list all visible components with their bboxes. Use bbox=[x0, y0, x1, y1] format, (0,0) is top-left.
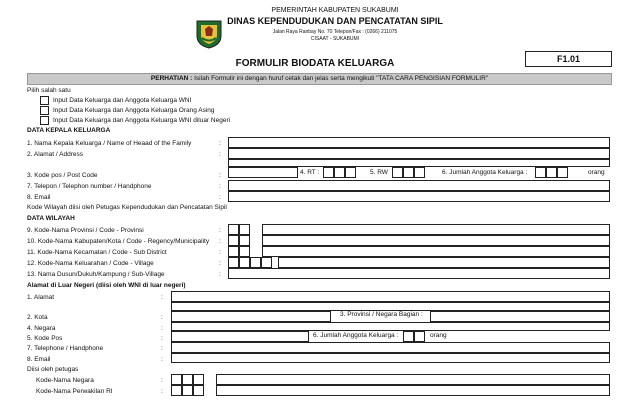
colon: : bbox=[161, 325, 163, 332]
input-luar-kodepos[interactable] bbox=[171, 331, 309, 342]
colon: : bbox=[161, 314, 163, 321]
label-luar-alamat: 1. Alamat bbox=[27, 294, 55, 301]
input-luar-kota[interactable] bbox=[171, 311, 331, 322]
section-wilayah: DATA WILAYAH bbox=[27, 215, 75, 222]
label-luar-email: 8. Email bbox=[27, 356, 51, 363]
input-kode-provinsi-1[interactable] bbox=[228, 224, 239, 235]
choice-label-luar: Input Data Keluarga dan Anggota Keluarga WNI diluar Negeri bbox=[53, 117, 231, 124]
section-luar-negeri: Alamat di Luar Negeri (diisi oleh WNI di luar negeri) bbox=[27, 282, 186, 289]
input-nama-kelurahan[interactable] bbox=[278, 257, 610, 268]
label-alamat: 2. Alamat / Address bbox=[27, 151, 84, 158]
input-kode-kecamatan-1[interactable] bbox=[228, 246, 239, 257]
input-rw-1[interactable] bbox=[392, 167, 403, 178]
header-address: Jalan Raya Ranbay No. 70 Telepon/Fax : (0266) 211075 bbox=[272, 29, 398, 35]
input-kode-kabupaten-2[interactable] bbox=[239, 235, 250, 246]
input-kode-kelurahan-2[interactable] bbox=[239, 257, 250, 268]
input-kode-negara-3[interactable] bbox=[193, 374, 204, 385]
input-luar-email[interactable] bbox=[171, 353, 610, 363]
label-luar-kota: 2. Kota bbox=[27, 314, 48, 321]
label-luar-provinsi: 3. Provinsi / Negara Bagian : bbox=[340, 311, 423, 318]
colon: : bbox=[161, 294, 163, 301]
colon: : bbox=[219, 249, 221, 256]
input-kode-negara-2[interactable] bbox=[182, 374, 193, 385]
input-jumlah-3[interactable] bbox=[557, 167, 568, 178]
input-nama-provinsi[interactable] bbox=[262, 224, 610, 235]
notice-label: PERHATIAN : bbox=[150, 75, 193, 82]
label-kode-negara: Kode-Nama Negara bbox=[36, 377, 94, 384]
input-alamat-3[interactable] bbox=[228, 167, 298, 178]
choice-label-wni: Input Data Keluarga dan Anggota Keluarga WNI bbox=[53, 97, 192, 104]
note-kode-wilayah: Kode Wilayah diisi oleh Petugas Kependudukan dan Pencatatan Sipil bbox=[27, 204, 227, 211]
label-kodepos: 3. Kode pos / Post Code bbox=[27, 172, 98, 179]
label-telepon: 7. Telepon / Telephon number / Handphone bbox=[27, 183, 152, 190]
colon: : bbox=[219, 238, 221, 245]
colon: : bbox=[219, 194, 221, 201]
colon: : bbox=[161, 345, 163, 352]
notice-text: Isilah Formulir ini dengan huruf cetak dan jelas serta mengikuti "TATA CARA PENGISIAN FORMULIR" bbox=[192, 75, 489, 82]
input-luar-provinsi[interactable] bbox=[430, 311, 610, 322]
label-nama: 1. Nama Kepala Keluarga / Name of Heaad of the Family bbox=[27, 140, 192, 147]
header-government: PEMERINTAH KABUPATEN SUKABUMI bbox=[271, 7, 399, 14]
input-jumlah-2[interactable] bbox=[546, 167, 557, 178]
label-kelurahan: 12. Kode-Nama Keluarahan / Code - Village bbox=[27, 260, 154, 267]
choice-label-asing: Input Data Keluarga dan Anggota Keluarga Orang Asing bbox=[53, 107, 215, 114]
section-kepala: DATA KEPALA KELUARGA bbox=[27, 127, 111, 134]
input-alamat-1[interactable] bbox=[228, 148, 610, 159]
input-rt-3[interactable] bbox=[345, 167, 356, 178]
input-email[interactable] bbox=[228, 191, 610, 202]
input-kode-kecamatan-2[interactable] bbox=[239, 246, 250, 257]
form-code: F1.01 bbox=[525, 51, 612, 67]
colon: : bbox=[219, 183, 221, 190]
label-luar-kodepos: 5. Kode Pos bbox=[27, 335, 63, 342]
label-luar-jumlah: 6. Jumlah Anggota Keluarga : bbox=[313, 332, 399, 339]
input-kode-kelurahan-3[interactable] bbox=[250, 257, 261, 268]
colon: : bbox=[219, 271, 221, 278]
header-agency: DINAS KEPENDUDUKAN DAN PENCATATAN SIPIL bbox=[227, 16, 443, 26]
input-nama-dusun[interactable] bbox=[228, 268, 610, 279]
input-kode-kelurahan-4[interactable] bbox=[261, 257, 272, 268]
input-kode-perwakilan-2[interactable] bbox=[182, 385, 193, 396]
notice-bar bbox=[27, 73, 612, 85]
input-nama[interactable] bbox=[228, 137, 610, 148]
input-nama-kecamatan[interactable] bbox=[262, 246, 610, 257]
input-kode-kabupaten-1[interactable] bbox=[228, 235, 239, 246]
colon: : bbox=[219, 151, 221, 158]
choice-checkbox-wni[interactable] bbox=[40, 96, 49, 105]
input-rt-1[interactable] bbox=[323, 167, 334, 178]
input-kode-perwakilan-3[interactable] bbox=[193, 385, 204, 396]
input-kode-provinsi-2[interactable] bbox=[239, 224, 250, 235]
label-luar-negara: 4. Negara bbox=[27, 325, 56, 332]
form-title: FORMULIR BIODATA KELUARGA bbox=[235, 58, 395, 69]
input-rt-2[interactable] bbox=[334, 167, 345, 178]
label-provinsi: 9. Kode-Nama Provinsi / Code - Provinsi bbox=[27, 227, 144, 234]
colon: : bbox=[219, 140, 221, 147]
input-luar-alamat-2[interactable] bbox=[171, 302, 610, 311]
colon: : bbox=[161, 335, 163, 342]
input-rw-3[interactable] bbox=[414, 167, 425, 178]
input-luar-alamat-1[interactable] bbox=[171, 291, 610, 302]
label-dusun: 13. Nama Dusun/Dukuh/Kampung / Sub-Village bbox=[27, 271, 165, 278]
input-kode-negara-1[interactable] bbox=[171, 374, 182, 385]
input-luar-jumlah-1[interactable] bbox=[403, 331, 414, 342]
input-telepon[interactable] bbox=[228, 180, 610, 191]
label-luar-orang: orang bbox=[430, 332, 447, 339]
input-rw-2[interactable] bbox=[403, 167, 414, 178]
label-kode-perwakilan: Kode-Nama Perwakilan RI bbox=[36, 388, 113, 395]
colon: : bbox=[161, 356, 163, 363]
input-kode-kelurahan-1[interactable] bbox=[228, 257, 239, 268]
colon: : bbox=[161, 377, 163, 384]
choice-checkbox-asing[interactable] bbox=[40, 106, 49, 115]
label-jumlah: 6. Jumlah Anggota Keluarga : bbox=[442, 169, 528, 176]
colon: : bbox=[219, 172, 221, 179]
input-luar-telepon[interactable] bbox=[171, 342, 610, 353]
label-email: 8. Email bbox=[27, 194, 51, 201]
label-diisi-petugas: Diisi oleh petugas bbox=[27, 366, 79, 373]
input-kode-perwakilan-1[interactable] bbox=[171, 385, 182, 396]
colon: : bbox=[219, 227, 221, 234]
label-orang: orang bbox=[588, 169, 605, 176]
header-city: CISAAT - SUKABUMI bbox=[310, 36, 360, 42]
choice-checkbox-luar[interactable] bbox=[40, 116, 49, 125]
input-nama-negara[interactable] bbox=[216, 374, 610, 385]
choice-prompt: Pilih salah satu bbox=[27, 87, 71, 94]
input-nama-perwakilan[interactable] bbox=[216, 385, 610, 396]
label-rw: 5. RW bbox=[370, 169, 388, 176]
label-luar-telepon: 7. Telephone / Handphone bbox=[27, 345, 104, 352]
colon: : bbox=[219, 260, 221, 267]
input-alamat-2[interactable] bbox=[228, 159, 610, 167]
input-luar-negara[interactable] bbox=[171, 322, 610, 331]
input-jumlah-1[interactable] bbox=[535, 167, 546, 178]
label-rt: 4. RT : bbox=[300, 169, 320, 176]
label-kecamatan: 11. Kode-Nama Kecamatan / Code - Sub District bbox=[27, 249, 167, 256]
input-nama-kabupaten[interactable] bbox=[262, 235, 610, 246]
input-luar-jumlah-2[interactable] bbox=[414, 331, 425, 342]
label-kabupaten: 10. Kode-Nama Kabupaten/Kota / Code - Regency/Municipality bbox=[27, 238, 210, 245]
colon: : bbox=[161, 388, 163, 395]
